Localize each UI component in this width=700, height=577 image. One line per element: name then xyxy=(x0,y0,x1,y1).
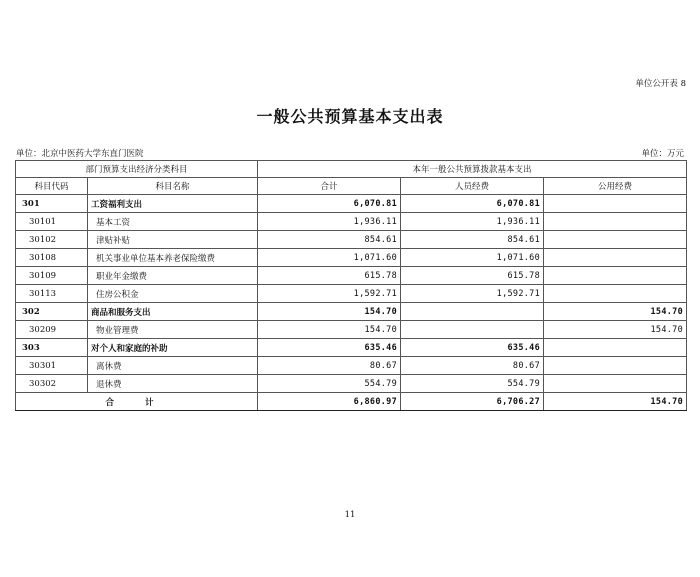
total-value: 1,936.11 xyxy=(258,213,401,231)
table-row xyxy=(16,213,687,231)
currency-unit-label: 单位：万元 xyxy=(641,149,684,159)
table-row xyxy=(16,195,687,213)
public-value xyxy=(544,195,687,213)
subject-code: 30102 xyxy=(16,231,88,249)
subject-name: 商品和服务支出 xyxy=(88,303,258,321)
subject-code: 30108 xyxy=(16,249,88,267)
subject-name: 基本工资 xyxy=(88,213,258,231)
public-value xyxy=(544,339,687,357)
subject-name: 津贴补贴 xyxy=(88,231,258,249)
table-row xyxy=(16,267,687,285)
header-basic-expenditure-group: 本年一般公共预算拨款基本支出 xyxy=(258,161,687,178)
total-value: 80.67 xyxy=(258,357,401,375)
public-value xyxy=(544,357,687,375)
grand-public-value: 154.70 xyxy=(544,393,687,411)
public-value xyxy=(544,375,687,393)
grand-personnel-value: 6,706.27 xyxy=(401,393,544,411)
page-number: 11 xyxy=(344,510,356,520)
subject-name: 离休费 xyxy=(88,357,258,375)
personnel-value: 635.46 xyxy=(401,339,544,357)
personnel-value xyxy=(401,303,544,321)
public-value xyxy=(544,249,687,267)
table-row xyxy=(16,285,687,303)
header-subject-code: 科目代码 xyxy=(16,178,88,195)
subject-name: 住房公积金 xyxy=(88,285,258,303)
subject-code: 303 xyxy=(16,339,88,357)
table-row xyxy=(16,249,687,267)
subject-code: 301 xyxy=(16,195,88,213)
subject-code: 30109 xyxy=(16,267,88,285)
header-public-expense: 公用经费 xyxy=(544,178,687,195)
personnel-value: 80.67 xyxy=(401,357,544,375)
unit-name-label: 单位：北京中医药大学东直门医院 xyxy=(16,149,144,159)
header-total: 合计 xyxy=(258,178,401,195)
subject-code: 30209 xyxy=(16,321,88,339)
personnel-value: 1,592.71 xyxy=(401,285,544,303)
total-row xyxy=(16,393,687,411)
personnel-value: 1,936.11 xyxy=(401,213,544,231)
header-subject-name: 科目名称 xyxy=(88,178,258,195)
total-value: 154.70 xyxy=(258,303,401,321)
header-personnel-expense: 人员经费 xyxy=(401,178,544,195)
header-classification-group: 部门预算支出经济分类科目 xyxy=(16,161,258,178)
public-value: 154.70 xyxy=(544,321,687,339)
personnel-value: 854.61 xyxy=(401,231,544,249)
subject-name: 工资福利支出 xyxy=(88,195,258,213)
total-value: 854.61 xyxy=(258,231,401,249)
subject-code: 30113 xyxy=(16,285,88,303)
budget-expenditure-table xyxy=(15,160,687,411)
table-row xyxy=(16,339,687,357)
table-number-label: 单位公开表 8 xyxy=(635,79,686,89)
table-row xyxy=(16,321,687,339)
public-value xyxy=(544,231,687,249)
total-value: 635.46 xyxy=(258,339,401,357)
subject-name: 职业年金缴费 xyxy=(88,267,258,285)
public-value xyxy=(544,267,687,285)
subject-code: 30101 xyxy=(16,213,88,231)
subject-name: 物业管理费 xyxy=(88,321,258,339)
total-value: 615.78 xyxy=(258,267,401,285)
personnel-value xyxy=(401,321,544,339)
subject-code: 30301 xyxy=(16,357,88,375)
table-row xyxy=(16,375,687,393)
total-value: 6,070.81 xyxy=(258,195,401,213)
grand-total-value: 6,860.97 xyxy=(258,393,401,411)
subject-code: 30302 xyxy=(16,375,88,393)
subject-name: 对个人和家庭的补助 xyxy=(88,339,258,357)
public-value xyxy=(544,213,687,231)
public-value: 154.70 xyxy=(544,303,687,321)
table-row xyxy=(16,303,687,321)
personnel-value: 6,070.81 xyxy=(401,195,544,213)
subject-code: 302 xyxy=(16,303,88,321)
subject-name: 机关事业单位基本养老保险缴费 xyxy=(88,249,258,267)
table-row xyxy=(16,357,687,375)
personnel-value: 615.78 xyxy=(401,267,544,285)
total-value: 154.70 xyxy=(258,321,401,339)
public-value xyxy=(544,285,687,303)
subject-name: 退休费 xyxy=(88,375,258,393)
total-value: 1,592.71 xyxy=(258,285,401,303)
total-value: 1,071.60 xyxy=(258,249,401,267)
page-title: 一般公共预算基本支出表 xyxy=(256,107,444,126)
personnel-value: 1,071.60 xyxy=(401,249,544,267)
total-value: 554.79 xyxy=(258,375,401,393)
table-row xyxy=(16,231,687,249)
personnel-value: 554.79 xyxy=(401,375,544,393)
total-label: 合 计 xyxy=(16,393,258,411)
